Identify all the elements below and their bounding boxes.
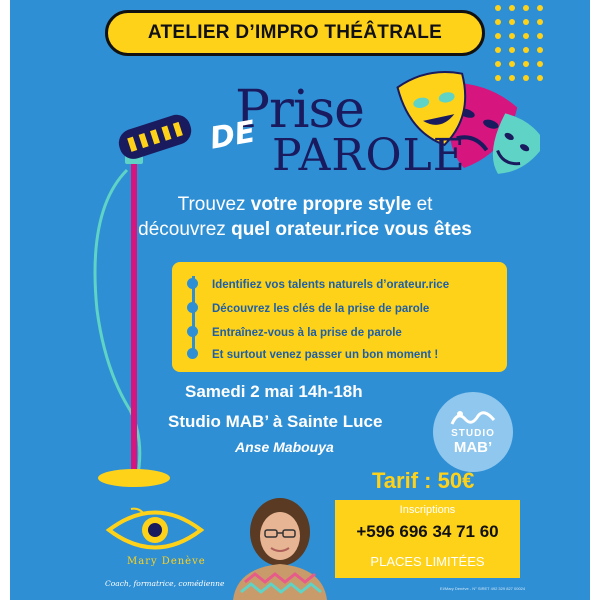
subtitle-line-1 — [70, 192, 540, 217]
subtitle — [70, 192, 540, 242]
studio-wave-icon — [450, 408, 496, 426]
brand-tagline: Coach, formatrice, comédienne — [105, 579, 225, 588]
benefit-text: Entraînez-vous à la prise de parole — [212, 327, 402, 339]
studio-logo-line1: STUDIO — [451, 428, 495, 439]
limited-places-note: PLACES LIMITÉES — [370, 554, 485, 569]
benefit-item — [187, 326, 402, 339]
title-de: DE — [207, 114, 259, 157]
benefit-text: Et surtout venez passer un bon moment ! — [212, 349, 439, 361]
legal-footnote: EI/Mary Denève - N° SIRET 492 329 827 00024 — [440, 586, 526, 591]
coach-portrait — [225, 490, 335, 600]
title-parole: PAROLE — [272, 130, 466, 181]
event-sub-location: Anse Mabouya — [235, 439, 334, 455]
header-title: ATELIER D’IMPRO THÉÂTRALE — [147, 22, 443, 43]
subtitle-line-2 — [70, 217, 540, 242]
studio-mab-logo-icon — [433, 392, 513, 472]
bullet-dot-icon — [187, 278, 198, 289]
subtitle-emphasis: quel orateur.rice vous êtes — [231, 219, 472, 240]
brand-name: Mary Denève — [127, 556, 206, 567]
phone-number: +596 696 34 71 60 — [356, 522, 499, 541]
bullet-dot-icon — [187, 302, 198, 313]
event-date: Samedi 2 mai 14h-18h — [185, 382, 363, 401]
eye-logo-icon — [105, 505, 205, 555]
bullet-dot-icon — [187, 348, 198, 359]
benefit-item — [187, 348, 438, 361]
poster — [10, 0, 590, 600]
benefit-item — [187, 278, 449, 291]
event-location: Studio MAB’ à Sainte Luce — [168, 412, 383, 431]
bullet-dot-icon — [187, 326, 198, 337]
benefit-item — [187, 302, 429, 315]
subtitle-text: et — [411, 194, 433, 215]
subtitle-text: découvrez — [138, 219, 232, 240]
title-prise: Prise — [235, 80, 364, 140]
price: Tarif : 50€ — [372, 468, 475, 493]
subtitle-text: Trouvez — [177, 194, 251, 215]
subtitle-emphasis: votre propre style — [250, 194, 412, 215]
studio-logo-line2: MAB’ — [453, 439, 493, 456]
inscriptions-label: Inscriptions — [399, 504, 456, 516]
benefit-text: Identifiez vos talents naturels d’orateur.rice — [212, 279, 450, 291]
benefit-text: Découvrez les clés de la prise de parole — [212, 303, 430, 315]
header-pill — [105, 10, 485, 56]
inscriptions-box — [335, 500, 520, 578]
